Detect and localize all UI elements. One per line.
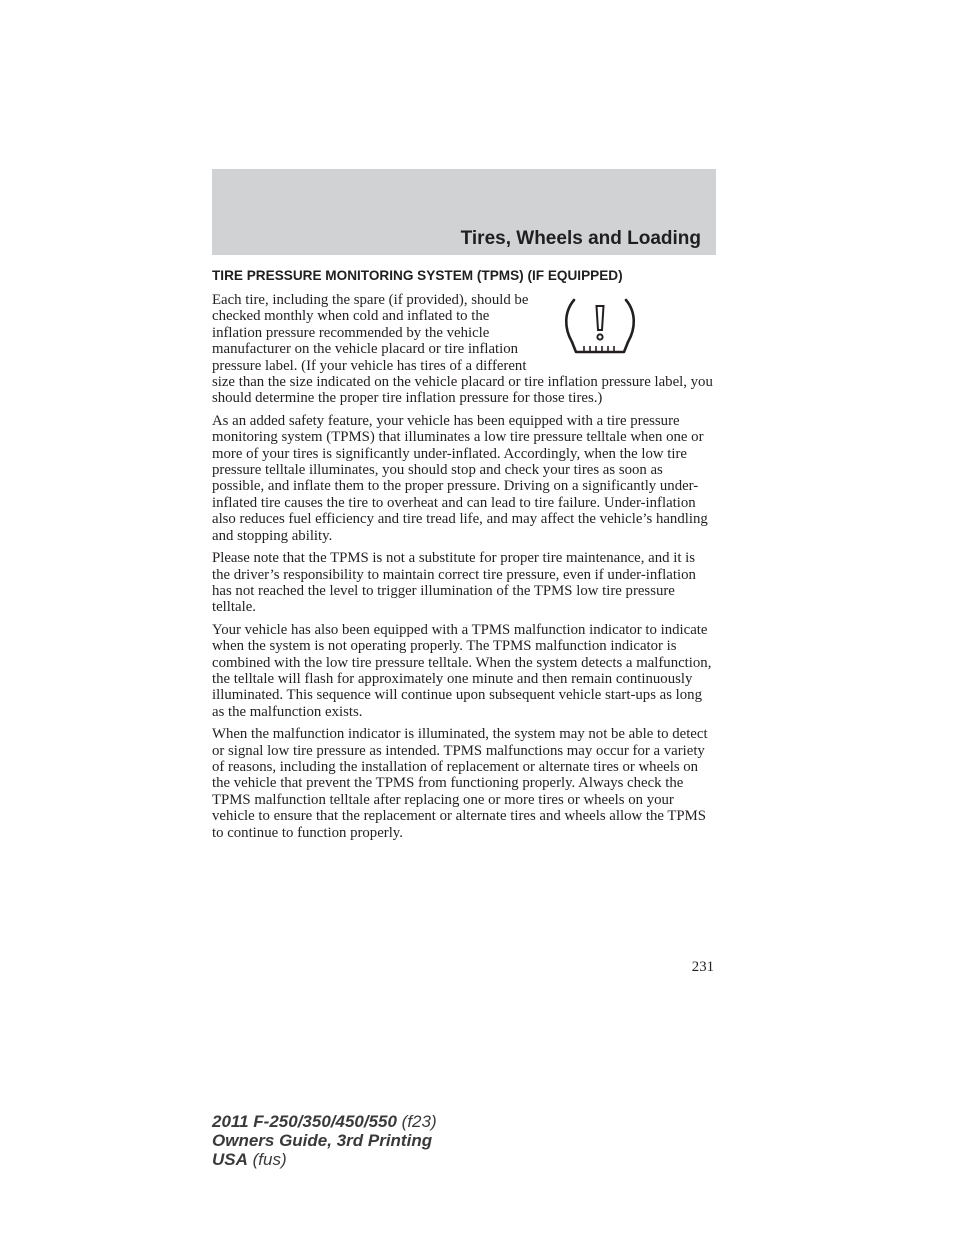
paragraph-1-text: Each tire, including the spare (if provided), should be checked monthly when cold and inflated to the inflation pressure recommended by the vehicle manufacturer on the vehicle placard or tire inflation pressure label. (If your vehicle has tires of a different size than the size indicated on the vehicle placard or tire inflation pressure label, you should determine the proper tire inflation pressure for those tires.) <box>212 292 713 407</box>
tpms-warning-icon <box>560 294 640 358</box>
paragraph-1 <box>212 292 716 407</box>
footer <box>212 1112 437 1169</box>
section-title: Tires, Wheels and Loading <box>460 228 701 249</box>
header-band <box>212 169 716 255</box>
body-text <box>212 292 716 847</box>
paragraph-5: When the malfunction indicator is illuminated, the system may not be able to detect or signal low tire pressure as intended. TPMS malfunctions may occur for a variety of reasons, including the installation of replacement or alternate tires or wheels on the vehicle that prevent the TPMS from functioning properly. Always check the TPMS malfunction telltale after replacing one or more tires or wheels on your vehicle to ensure that the replacement or alternate tires and wheels allow the TPMS to continue to function properly. <box>212 726 708 841</box>
page-number: 231 <box>691 959 714 975</box>
footer-line-2: Owners Guide, 3rd Printing <box>212 1131 433 1150</box>
paragraph-2: As an added safety feature, your vehicle has been equipped with a tire pressure monitoring system (TPMS) that illuminates a low tire pressure telltale when one or more of your tires is significantly under-inflated. Accordingly, when the low tire pressure telltale illuminates, you should stop and check your tires as soon as possible, and inflate them to the proper pressure. Driving on a significantly under-inflated tire causes the tire to overheat and can lead to tire failure. Under-inflation also reduces fuel efficiency and tire tread life, and may affect the vehicle’s handling and stopping ability. <box>212 412 708 544</box>
footer-line-3: USA (fus) <box>212 1150 287 1169</box>
paragraph-4: Your vehicle has also been equipped with a TPMS malfunction indicator to indicate when the system is not operating properly. The TPMS malfunction indicator is combined with the low tire pressure telltale. When the system detects a malfunction, the telltale will flash for approximately one minute and then remain continuously illuminated. This sequence will continue upon subsequent vehicle start-ups as long as the malfunction exists. <box>212 621 712 720</box>
page-heading: TIRE PRESSURE MONITORING SYSTEM (TPMS) (IF EQUIPPED) <box>212 268 623 283</box>
paragraph-3: Please note that the TPMS is not a substitute for proper tire maintenance, and it is the driver’s responsibility to maintain correct tire pressure, even if under-inflation has not reached the level to trigger illumination of the TPMS low tire pressure telltale. <box>212 550 696 616</box>
footer-line-1: 2011 F-250/350/450/550 (f23) <box>212 1112 437 1131</box>
